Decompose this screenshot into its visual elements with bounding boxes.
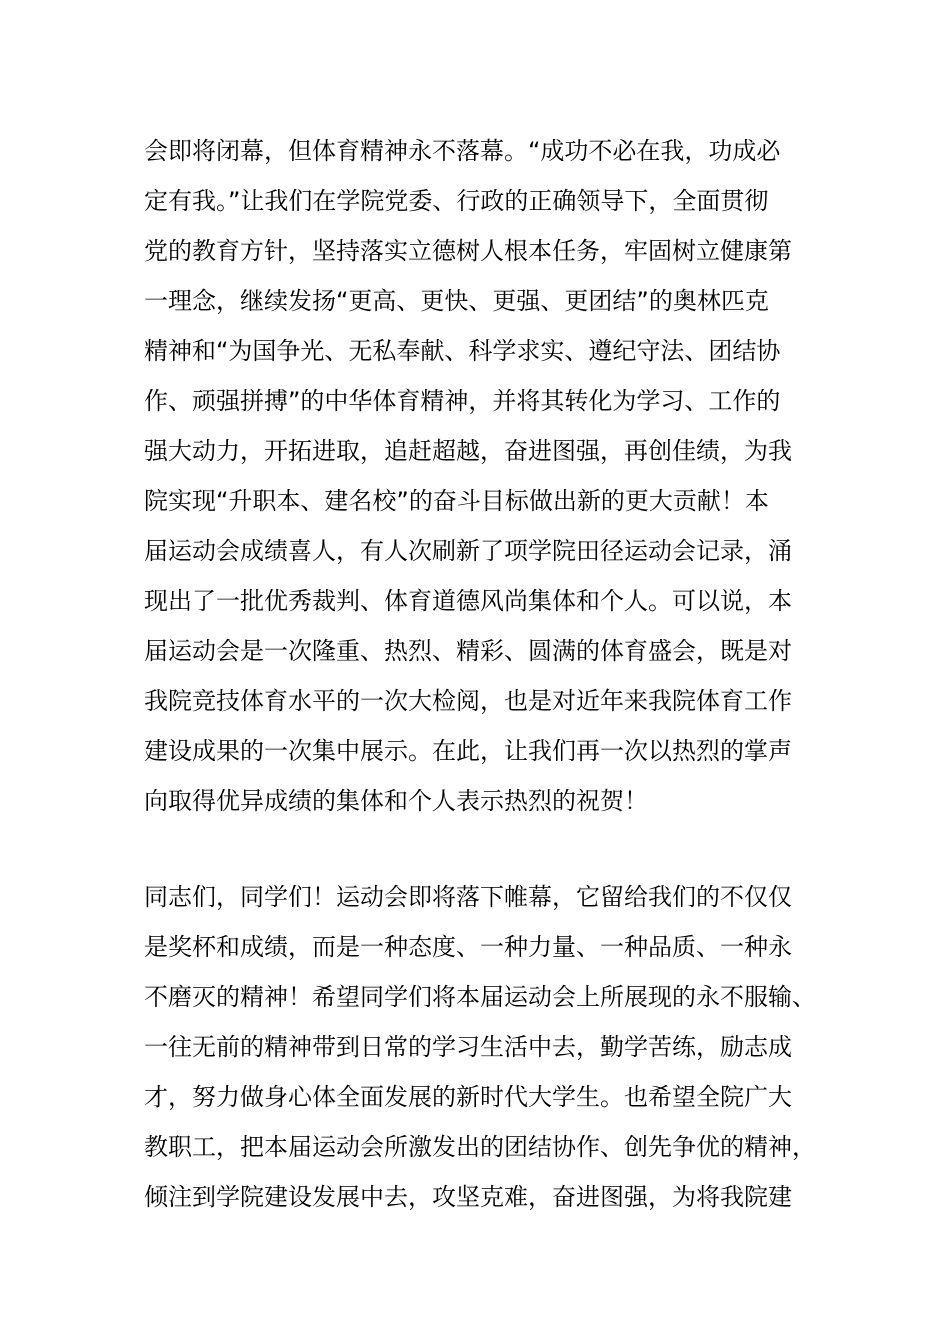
text-line: 是奖杯和成绩，而是一种态度、一种力量、一种品质、一种永: [144, 933, 792, 961]
text-line: 精神和“为国争光、无私奉献、科学求实、遵纪守法、团结协: [144, 337, 781, 365]
text-line: 现出了一批优秀裁判、体育道德风尚集体和个人。可以说，本: [144, 587, 792, 615]
text-line: 一往无前的精神带到日常的学习生活中去，勤学苦练，励志成: [144, 1033, 792, 1061]
text-line: 建设成果的一次集中展示。在此，让我们再一次以热烈的掌声: [144, 737, 792, 765]
text-line: 院实现“升职本、建名校”的奋斗目标做出新的更大贡献！本: [144, 487, 769, 515]
text-line: 不磨灭的精神！希望同学们将本届运动会上所展现的永不服输、: [144, 983, 816, 1011]
text-line: 届运动会是一次隆重、热烈、精彩、圆满的体育盛会，既是对: [144, 637, 792, 665]
text-line: 教职工，把本届运动会所激发出的团结协作、创先争优的精神，: [144, 1133, 816, 1161]
text-line: 定有我。”让我们在学院党委、行政的正确领导下，全面贯彻: [144, 187, 769, 215]
text-line: 向取得优异成绩的集体和个人表示热烈的祝贺！: [144, 787, 648, 815]
text-line: 倾注到学院建设发展中去，攻坚克难，奋进图强，为将我院建: [144, 1183, 792, 1211]
paragraph-closing-remarks: [144, 126, 814, 826]
paragraph-address-to-comrades: [144, 872, 814, 1222]
text-line: 我院竞技体育水平的一次大检阅，也是对近年来我院体育工作: [144, 687, 792, 715]
text-line: 届运动会成绩喜人，有人次刷新了项学院田径运动会记录，涌: [144, 537, 792, 565]
text-line: 党的教育方针，坚持落实立德树人根本任务，牢固树立健康第: [144, 237, 792, 265]
text-line: 强大动力，开拓进取，追赶超越，奋进图强，再创佳绩，为我: [144, 437, 792, 465]
text-line: 一理念，继续发扬“更高、更快、更强、更团结”的奥林匹克: [144, 287, 769, 315]
text-line: 才，努力做身心体全面发展的新时代大学生。也希望全院广大: [144, 1083, 792, 1111]
text-line: 同志们，同学们！运动会即将落下帷幕，它留给我们的不仅仅: [144, 883, 792, 911]
text-line: 作、顽强拼搏”的中华体育精神，并将其转化为学习、工作的: [144, 387, 781, 415]
text-line: 会即将闭幕，但体育精神永不落幕。“成功不必在我，功成必: [144, 137, 781, 165]
